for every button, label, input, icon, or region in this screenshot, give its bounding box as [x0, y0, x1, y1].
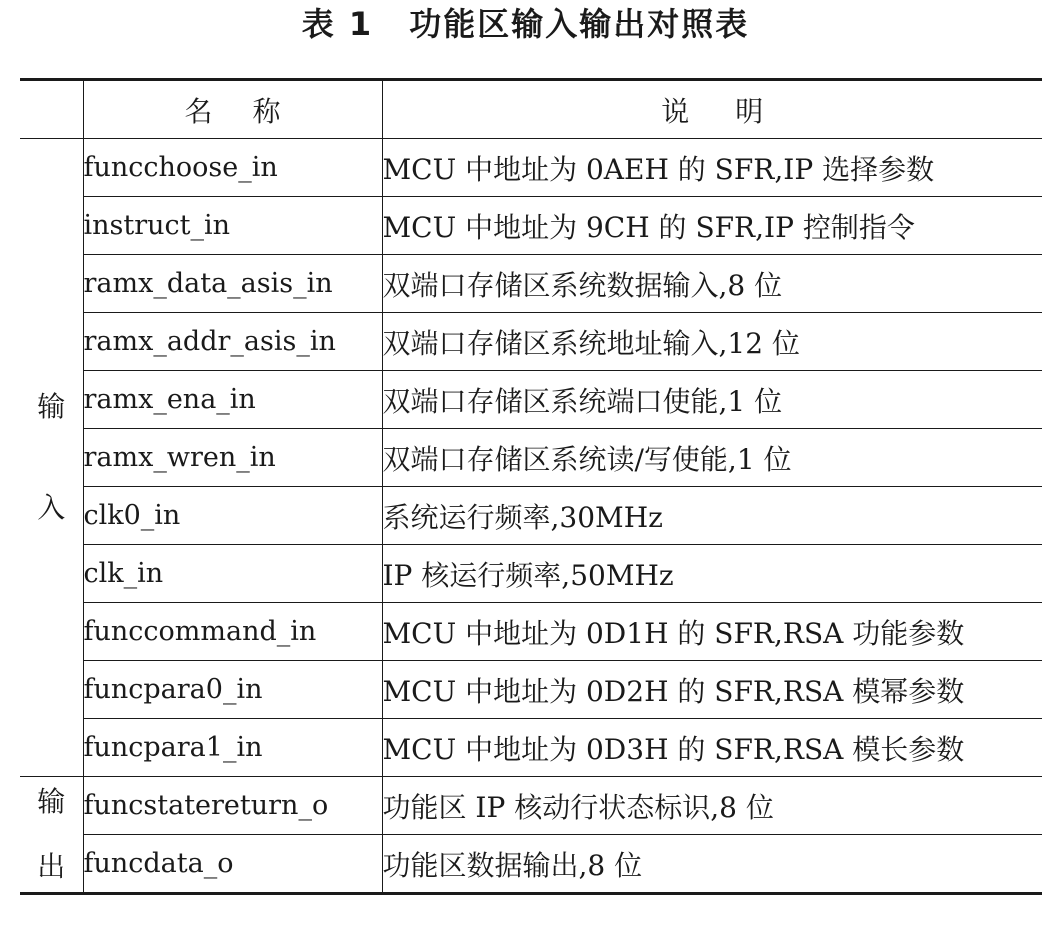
signal-description: 系统运行频率,30MHz	[382, 487, 1042, 545]
table-row	[20, 197, 1042, 255]
io-table	[20, 78, 1042, 895]
table-row	[20, 255, 1042, 313]
signal-description: IP 核运行频率,50MHz	[382, 545, 1042, 603]
signal-description: 双端口存储区系统地址输入,12 位	[382, 313, 1042, 371]
signal-description: MCU 中地址为 9CH 的 SFR,IP 控制指令	[382, 197, 1042, 255]
table-row	[20, 661, 1042, 719]
signal-description: MCU 中地址为 0D3H 的 SFR,RSA 模长参数	[382, 719, 1042, 777]
header-row	[20, 80, 1042, 139]
table-row	[20, 429, 1042, 487]
signal-name: funcdata_o	[83, 835, 382, 894]
signal-name: clk_in	[83, 545, 382, 603]
signal-name: funcpara1_in	[83, 719, 382, 777]
signal-description: 功能区 IP 核动行状态标识,8 位	[382, 777, 1042, 835]
table-title	[0, 2, 1051, 46]
header-name: 名 称	[83, 80, 382, 139]
table-row	[20, 139, 1042, 197]
header-group-cell	[20, 80, 83, 139]
signal-name: funcchoose_in	[83, 139, 382, 197]
signal-description: 功能区数据输出,8 位	[382, 835, 1042, 894]
signal-description: 双端口存储区系统读/写使能,1 位	[382, 429, 1042, 487]
header-description: 说 明	[382, 80, 1042, 139]
signal-name: clk0_in	[83, 487, 382, 545]
signal-name: instruct_in	[83, 197, 382, 255]
table-number: 表 1	[301, 5, 374, 43]
signal-description: 双端口存储区系统端口使能,1 位	[382, 371, 1042, 429]
table-caption: 功能区输入输出对照表	[409, 5, 750, 43]
table-row	[20, 719, 1042, 777]
signal-name: ramx_wren_in	[83, 429, 382, 487]
signal-description: 双端口存储区系统数据输入,8 位	[382, 255, 1042, 313]
signal-description: MCU 中地址为 0D2H 的 SFR,RSA 模幂参数	[382, 661, 1042, 719]
signal-name: ramx_ena_in	[83, 371, 382, 429]
table-row	[20, 835, 1042, 894]
signal-description: MCU 中地址为 0AEH 的 SFR,IP 选择参数	[382, 139, 1042, 197]
signal-name: ramx_data_asis_in	[83, 255, 382, 313]
group-input-label: 输 入	[20, 139, 83, 777]
group-output-label: 输 出	[20, 777, 83, 894]
table-row	[20, 487, 1042, 545]
signal-description: MCU 中地址为 0D1H 的 SFR,RSA 功能参数	[382, 603, 1042, 661]
signal-name: funcpara0_in	[83, 661, 382, 719]
table-row	[20, 371, 1042, 429]
signal-name: ramx_addr_asis_in	[83, 313, 382, 371]
signal-name: funcstatereturn_o	[83, 777, 382, 835]
signal-name: funccommand_in	[83, 603, 382, 661]
table-row	[20, 777, 1042, 835]
table-row	[20, 313, 1042, 371]
table-row	[20, 603, 1042, 661]
table-row	[20, 545, 1042, 603]
